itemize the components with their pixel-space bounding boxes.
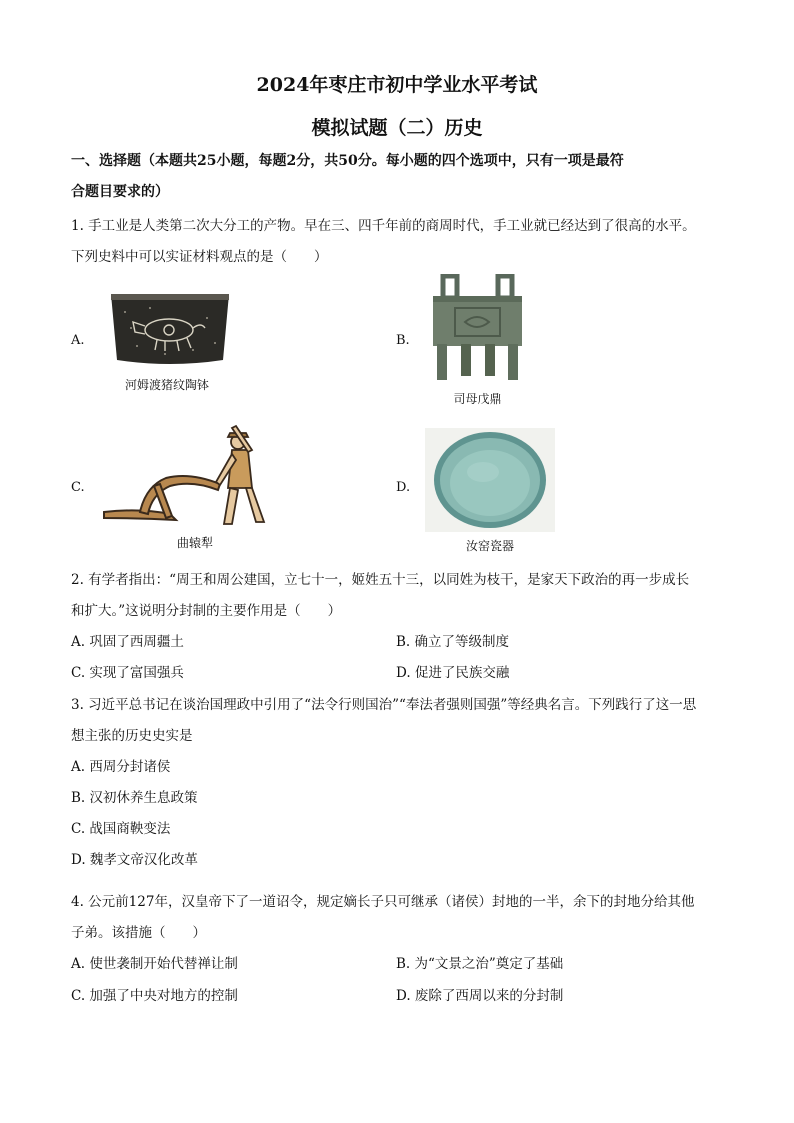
q1-option-c-caption: 曲辕犁 <box>176 536 213 550</box>
q2-option-b[interactable]: B. 确立了等级制度 <box>396 634 510 650</box>
section-heading-line2: 合题目要求的） <box>71 184 169 200</box>
q1-option-b-caption: 司母戊鼎 <box>453 392 502 406</box>
q1-option-d-letter[interactable]: D. <box>396 480 411 495</box>
q3-option-a[interactable]: A. 西周分封诸侯 <box>71 759 171 775</box>
pottery-bowl-image <box>105 288 235 368</box>
q1-option-d-caption: 汝窑瓷器 <box>465 539 514 553</box>
q4-option-c[interactable]: C. 加强了中央对地方的控制 <box>71 988 238 1004</box>
q2-option-c[interactable]: C. 实现了富国强兵 <box>71 665 184 681</box>
section-heading-line1: 一、选择题（本题共25小题，每题2分，共50分。每小题的四个选项中，只有一项是最符 <box>71 153 624 169</box>
q2-option-a[interactable]: A. 巩固了西周疆土 <box>71 634 184 650</box>
q2-stem-line1: 2. 有学者指出：“周王和周公建国，立七十一，姬姓五十三，以同姓为枝干，是家天下政治的再一步成长 <box>71 572 690 588</box>
q2-option-d[interactable]: D. 促进了民族交融 <box>396 665 510 681</box>
q1-option-a-letter[interactable]: A. <box>71 333 85 348</box>
q3-option-b[interactable]: B. 汉初休养生息政策 <box>71 790 198 806</box>
q3-option-c[interactable]: C. 战国商鞅变法 <box>71 821 171 837</box>
q1-option-c-letter[interactable]: C. <box>71 480 85 495</box>
bronze-ding-image <box>425 274 530 384</box>
q2-stem-line2: 和扩大。”这说明分封制的主要作用是（ ） <box>71 603 342 619</box>
q1-stem-line1: 1. 手工业是人类第二次大分工的产物。早在三、四千年前的商周时代，手工业就已经达到了很高的水平。 <box>71 218 696 234</box>
q4-option-d[interactable]: D. 废除了西周以来的分封制 <box>396 988 564 1004</box>
exam-subtitle: 模拟试题（二）历史 <box>311 117 483 139</box>
q4-stem-line2: 子弟。该措施（ ） <box>71 925 206 941</box>
q1-stem-line2: 下列史料中可以实证材料观点的是（ ） <box>71 249 328 265</box>
curved-plough-image <box>100 424 275 529</box>
q1-option-b-letter[interactable]: B. <box>396 333 410 348</box>
q4-option-b[interactable]: B. 为“文景之治”奠定了基础 <box>396 956 564 972</box>
q3-stem-line2: 想主张的历史史实是 <box>71 728 193 744</box>
q4-stem-line1: 4. 公元前127年，汉皇帝下了一道诏令，规定嫡长子只可继承（诸侯）封地的一半，余下的封地分给其他 <box>71 894 695 910</box>
exam-title: 2024年枣庄市初中学业水平考试 <box>256 74 538 96</box>
q3-stem-line1: 3. 习近平总书记在谈治国理政中引用了“法令行则国治”“奉法者强则国强”等经典名言。下列践行了这一思 <box>71 697 697 713</box>
ru-ware-image <box>425 428 555 532</box>
q4-option-a[interactable]: A. 使世袭制开始代替禅让制 <box>71 956 238 972</box>
q3-option-d[interactable]: D. 魏孝文帝汉化改革 <box>71 852 198 868</box>
q1-option-a-caption: 河姆渡猪纹陶钵 <box>124 378 209 392</box>
